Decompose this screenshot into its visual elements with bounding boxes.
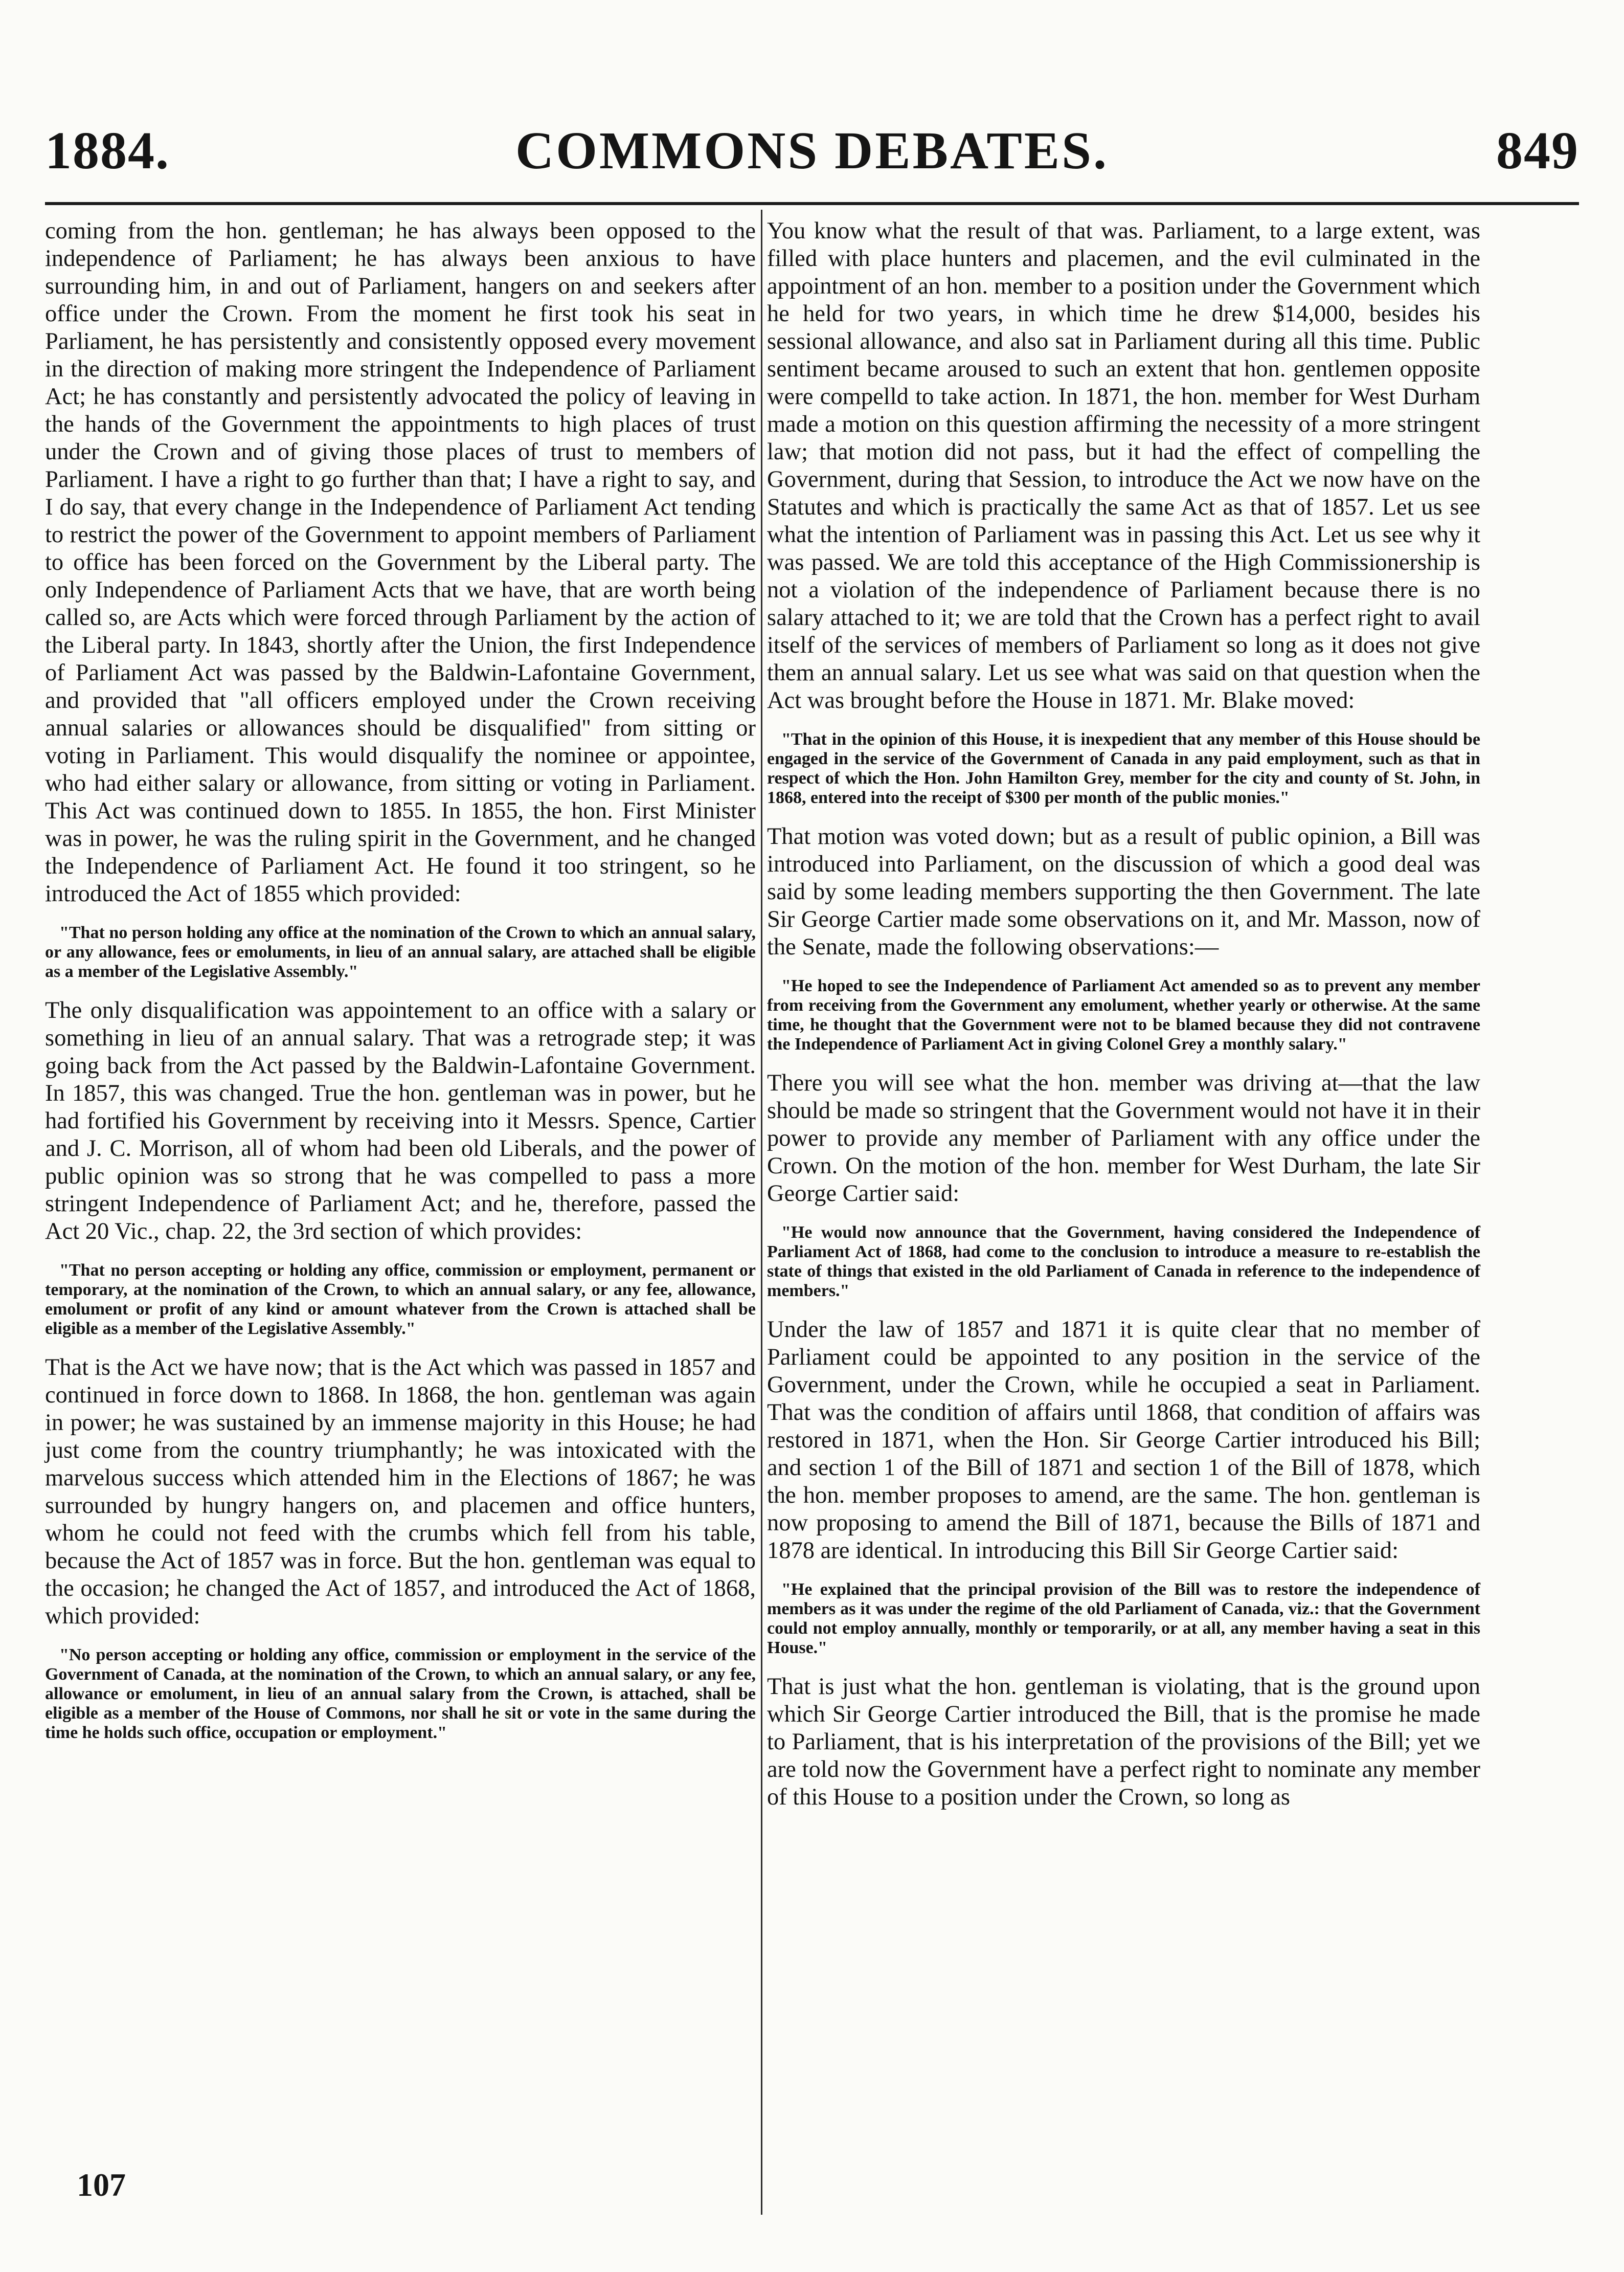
left-quote-2: "That no person accepting or holding any office, commission or employment, permanent or temporary, at the nomination of the Crown, to which an annual salary, or any fee, allowance, emolument or profit of any kind or amount whatever from the Crown is attached shall be eligible as a member of the Legislative Assembly." bbox=[45, 1261, 756, 1338]
signature-mark: 107 bbox=[77, 2167, 126, 2203]
left-quote-1: "That no person holding any office at the nomination of the Crown to which an annual salary, or any allowance, fees or emoluments, in lieu of an annual salary, are attached shall be eligible as a member of the Legislative Assembly." bbox=[45, 923, 756, 981]
right-quote-1: "That in the opinion of this House, it is inexpedient that any member of this House should be engaged in the service of the Government of Canada in any paid employment, such as that in respect of which the Hon. John Hamilton Grey, member for the city and county of St. John, in 1868, entered into the receipt of $300 per month of the public monies." bbox=[767, 730, 1480, 807]
column-divider bbox=[761, 210, 762, 2215]
left-paragraph-3: That is the Act we have now; that is the Act which was passed in 1857 and continued in force down to 1868. In 1868, the hon. gentleman was again in power; he was sustained by an immense majority in this House; he had just come from the country triumphantly; he was intoxicated with the marvelous success which attended him in the Elections of 1867; he was surrounded by hungry hangers on, and placemen and office hunters, whom he could not feed with the crumbs which fell from his table, because the Act of 1857 was in force. But the hon. gentleman was equal to the occasion; he changed the Act of 1857, and introduced the Act of 1868, which provided: bbox=[45, 1354, 756, 1629]
right-paragraph-5: That is just what the hon. gentleman is violating, that is the ground upon which Sir George Cartier introduced the Bill, that is the promise he made to Parliament, that is his interpretation of the provisions of the Bill; yet we are told now the Government have a perfect right to nominate any member of this House to a position under the Crown, so long as bbox=[767, 1674, 1480, 1810]
right-paragraph-2: That motion was voted down; but as a result of public opinion, a Bill was introduced into Parliament, on the discussion of which a good deal was said by some leading members supporting the then Government. The late Sir George Cartier made some observations on it, and Mr. Masson, now of the Senate, made the following observations:— bbox=[767, 823, 1480, 960]
right-column bbox=[767, 217, 1480, 1818]
header-year: 1884. bbox=[45, 121, 170, 180]
header-rule bbox=[45, 202, 1579, 205]
right-paragraph-1: You know what the result of that was. Parliament, to a large extent, was filled with place hunters and placemen, and the evil culminated in the appointment of an hon. member to a position under the Government which he held for two years, in which time he drew $14,000, besides his sessional allowance, and also sat in Parliament during all this time. Public sentiment became aroused to such an extent that hon. gentlemen opposite were compelld to take action. In 1871, the hon. member for West Durham made a motion on this question affirming the necessity of a more stringent law; that motion did not pass, but it had the effect of compelling the Government, during that Session, to introduce the Act we now have on the Statutes and which is practically the same Act as that of 1857. Let us see what the intention of Parliament was in passing this Act. Let us see why it was passed. We are told this acceptance of the High Commissionership is not a violation of the independence of Parliament because there is no salary attached to it; we are told that the Crown has a perfect right to avail itself of the services of members of Parliament so long as it does not give them an annual salary. Let us see what was said on that question when the Act was brought before the House in 1871. Mr. Blake moved: bbox=[767, 218, 1480, 714]
header-title: COMMONS DEBATES. bbox=[515, 121, 1109, 180]
left-column bbox=[45, 217, 756, 1758]
right-quote-3: "He would now announce that the Government, having considered the Independence of Parliament Act of 1868, had come to the conclusion to introduce a measure to re-establish the state of things that existed in the old Parliament of Canada in reference to the independence of members." bbox=[767, 1223, 1480, 1300]
left-quote-3: "No person accepting or holding any office, commission or employment in the service of the Government of Canada, at the nomination of the Crown, to which an annual salary, or any fee, allowance or emolument, in lieu of an annual salary from the Crown, is attached, shall be eligible as a member of the House of Commons, nor shall he sit or vote in the same during the time he holds such office, occupation or employment." bbox=[45, 1645, 756, 1742]
header-page-number: 849 bbox=[1496, 121, 1579, 180]
left-paragraph-2: The only disqualification was appointement to an office with a salary or something in lieu of an annual salary. That was a retrograde step; it was going back from the Act passed by the Baldwin-Lafontaine Government. In 1857, this was changed. True the hon. gentleman was in power, but he had fortified his Government by receiving into it Messrs. Spence, Cartier and J. C. Morrison, all of whom had been old Liberals, and the power of public opinion was so strong that he was compelled to pass a more stringent Independence of Parliament Act; and he, therefore, passed the Act 20 Vic., chap. 22, the 3rd section of which provides: bbox=[45, 997, 756, 1244]
right-paragraph-4: Under the law of 1857 and 1871 it is quite clear that no member of Parliament could be appointed to any position in the service of the Government, under the Crown, while he occupied a seat in Parliament. That was the condition of affairs until 1868, that condition of affairs was restored in 1871, when the Hon. Sir George Cartier introduced his Bill; and section 1 of the Bill of 1871 and section 1 of the Bill of 1878, which the hon. member proposes to amend, are the same. The hon. gentleman is now proposing to amend the Bill of 1871, because the Bills of 1871 and 1878 are identical. In introducing this Bill Sir George Cartier said: bbox=[767, 1317, 1480, 1564]
right-quote-4: "He explained that the principal provision of the Bill was to restore the independence of members as it was under the regime of the old Parliament of Canada, viz.: that the Government could not employ annually, monthly or temporarily, or at all, any member having a seat in this House." bbox=[767, 1580, 1480, 1657]
right-paragraph-3: There you will see what the hon. member was driving at—that the law should be made so stringent that the Government would not have it in their power to provide any member of Parliament with any office under the Crown. On the motion of the hon. member for West Durham, the late Sir George Cartier said: bbox=[767, 1070, 1480, 1207]
page-header bbox=[45, 118, 1579, 194]
right-quote-2: "He hoped to see the Independence of Parliament Act amended so as to prevent any member from receiving from the Government any emolument, whether yearly or otherwise. At the same time, he thought that the Government were not to be blamed because they did not contravene the Independence of Parliament Act in giving Colonel Grey a monthly salary." bbox=[767, 976, 1480, 1054]
left-paragraph-1: coming from the hon. gentleman; he has always been opposed to the independence of Parliament; he has always been anxious to have surrounding him, in and out of Parliament, hangers on and seekers after office under the Crown. From the moment he first took his seat in Parliament, he has persistently and consistently opposed every movement in the direction of making more stringent the Independence of Parliament Act; he has constantly and persistently advocated the policy of leaving in the hands of the Government the appointments to high places of trust under the Crown and of giving those places of trust to members of Parliament. I have a right to go further than that; I have a right to say, and I do say, that every change in the Independence of Parliament Act tending to restrict the power of the Government to appoint members of Parliament to office has been forced on the Government by the Liberal party. The only Independence of Parliament Acts that we have, that are worth being called so, are Acts which were forced through Parliament by the action of the Liberal party. In 1843, shortly after the Union, the first Independence of Parliament Act was passed by the Baldwin-Lafontaine Government, and provided that "all officers employed under the Crown receiving annual salaries or allowances should be disqualified" from sitting or voting in Parliament. This would disqualify the nominee or appointee, who had either salary or allowance, from sitting or voting in Parliament. This Act was continued down to 1855. In 1855, the hon. First Minister was in power, he was the ruling spirit in the Government, and he changed the Independence of Parliament Act. He found it too stringent, so he introduced the Act of 1855 which provided: bbox=[45, 218, 756, 907]
